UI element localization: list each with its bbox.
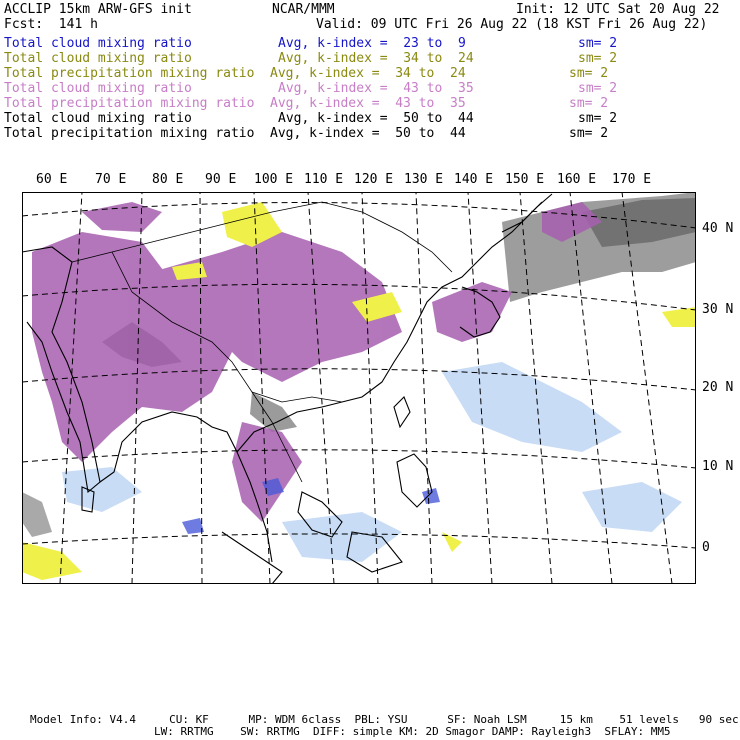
legend-sm: sm= 2: [578, 111, 618, 126]
lon-label: 130 E: [404, 172, 444, 187]
legend-field: Total cloud mixing ratio: [4, 36, 192, 51]
lon-label: 90 E: [205, 172, 237, 187]
legend-avg: Avg, k-index = 50 to 44: [278, 111, 474, 126]
legend-avg: Avg, k-index = 43 to 35: [278, 81, 474, 96]
legend-field: Total precipitation mixing ratio: [4, 126, 255, 141]
lat-label: 30 N: [702, 302, 734, 317]
map-panel: [22, 192, 696, 584]
legend-avg: Avg, k-index = 43 to 35: [270, 96, 466, 111]
lon-label: 150 E: [505, 172, 545, 187]
lon-label: 80 E: [152, 172, 184, 187]
model-title: ACCLIP 15km ARW-GFS init: [4, 2, 192, 17]
lon-label: 140 E: [454, 172, 494, 187]
legend-avg: Avg, k-index = 34 to 24: [270, 66, 466, 81]
forecast-hour: Fcst: 141 h: [4, 17, 98, 32]
lon-label: 70 E: [95, 172, 127, 187]
lon-label: 160 E: [557, 172, 597, 187]
init-time: Init: 12 UTC Sat 20 Aug 22: [516, 2, 720, 17]
legend-avg: Avg, k-index = 23 to 9: [278, 36, 466, 51]
legend-field: Total cloud mixing ratio: [4, 81, 192, 96]
legend-sm: sm= 2: [569, 96, 609, 111]
legend-field: Total precipitation mixing ratio: [4, 96, 255, 111]
lat-label: 20 N: [702, 380, 734, 395]
valid-time: Valid: 09 UTC Fri 26 Aug 22 (18 KST Fri 26 Aug 22): [316, 17, 708, 32]
legend-sm: sm= 2: [578, 81, 618, 96]
legend-field: Total cloud mixing ratio: [4, 51, 192, 66]
lon-label: 170 E: [612, 172, 652, 187]
legend-avg: Avg, k-index = 34 to 24: [278, 51, 474, 66]
legend-field: Total precipitation mixing ratio: [4, 66, 255, 81]
lat-label: 0: [702, 540, 710, 555]
legend-sm: sm= 2: [569, 126, 609, 141]
lat-label: 10 N: [702, 459, 734, 474]
lat-label: 40 N: [702, 221, 734, 236]
lon-label: 60 E: [36, 172, 68, 187]
model-info: Model Info: V4.4 CU: KF MP: WDM 6class PBL: YSU SF: Noah LSM 15 km 51 levels 90 sec: [30, 713, 739, 726]
legend-field: Total cloud mixing ratio: [4, 111, 192, 126]
model-physics: LW: RRTMG SW: RRTMG DIFF: simple KM: 2D Smagor DAMP: Rayleigh3 SFLAY: MM5: [154, 725, 671, 738]
legend-sm: sm= 2: [569, 66, 609, 81]
lon-label: 120 E: [354, 172, 394, 187]
lon-label: 110 E: [304, 172, 344, 187]
lon-label: 100 E: [254, 172, 294, 187]
legend-sm: sm= 2: [578, 36, 618, 51]
legend-sm: sm= 2: [578, 51, 618, 66]
legend-avg: Avg, k-index = 50 to 44: [270, 126, 466, 141]
center-label: NCAR/MMM: [272, 2, 335, 17]
